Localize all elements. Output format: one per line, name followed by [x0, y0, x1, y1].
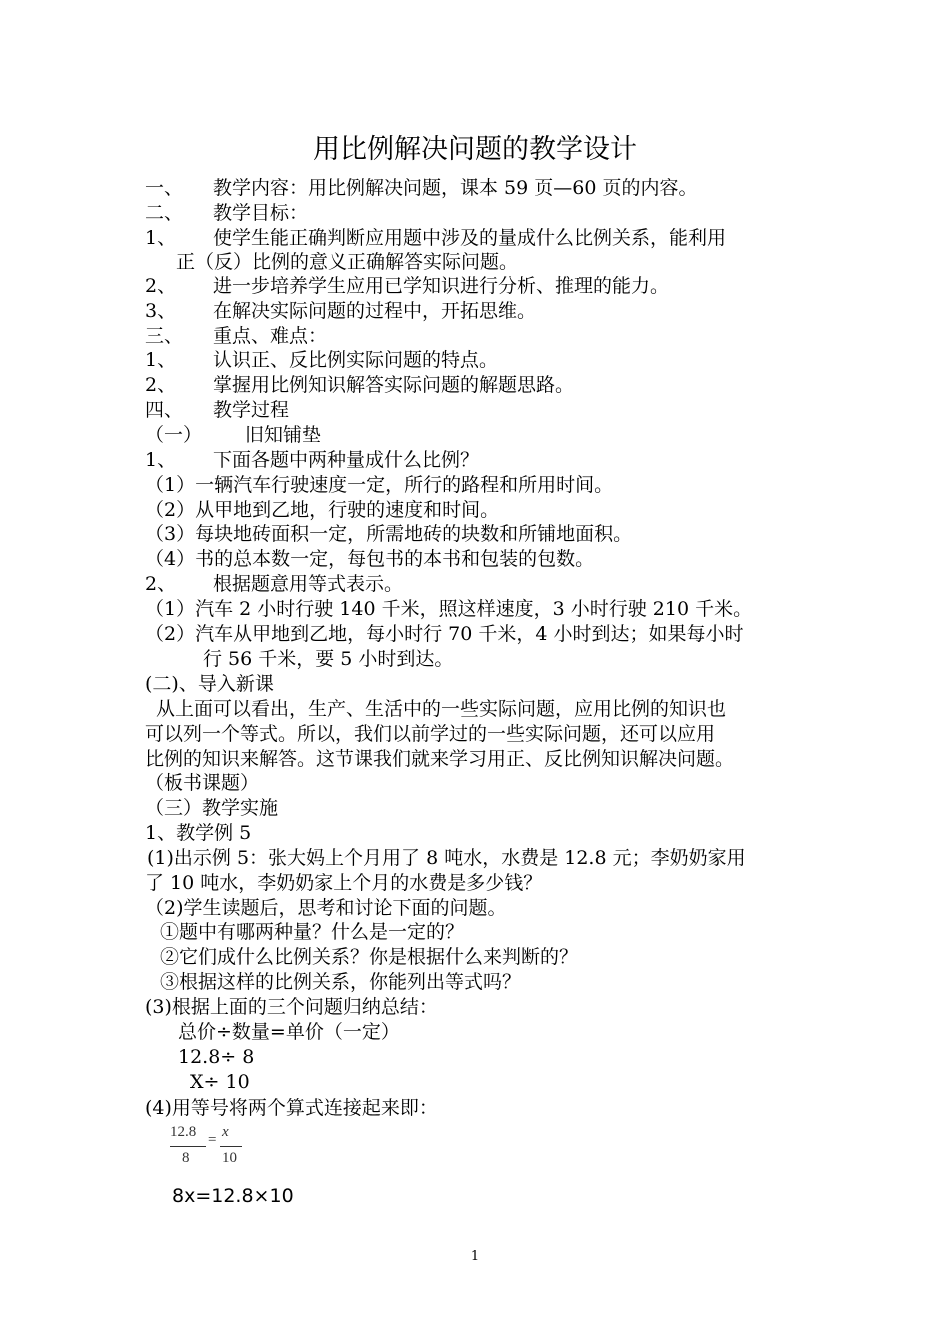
section-number: 四、 — [145, 399, 184, 421]
line-26 — [145, 796, 278, 820]
line-13 — [145, 473, 613, 497]
line-9 — [145, 373, 574, 397]
line-35 — [178, 1020, 400, 1044]
line-28 — [147, 846, 746, 870]
line-text: （4）书的总本数一定，每包书的本书和包装的包数。 — [145, 548, 595, 570]
line-text: 12.8÷ 8 — [178, 1046, 255, 1068]
line-text: 教学过程 — [213, 399, 290, 421]
line-18 — [145, 597, 752, 621]
fraction-left-denominator: 8 — [182, 1150, 190, 1166]
page-number: 1 — [470, 1249, 480, 1264]
line-text: 下面各题中两种量成什么比例？ — [213, 449, 480, 471]
line-7 — [145, 324, 327, 348]
line-text: ③根据这样的比例关系，你能列出等式吗？ — [160, 971, 522, 993]
line-text: (1)出示例 5：张大妈上个月用了 8 吨水，水费是 12.8 元；李奶奶家用 — [147, 847, 746, 869]
line-15 — [145, 522, 632, 546]
fraction-right-denominator: 10 — [222, 1150, 237, 1166]
line-text: 从上面可以看出，生产、生活中的一些实际问题，应用比例的知识也 — [156, 698, 727, 720]
line-14 — [145, 498, 499, 522]
line-23 — [145, 722, 715, 746]
fraction-right-bar — [220, 1146, 242, 1147]
line-33 — [160, 970, 521, 994]
line-12 — [145, 448, 479, 472]
fraction-left-numerator: 12.8 — [170, 1124, 197, 1140]
line-text: ②它们成什么比例关系？你是根据什么来判断的？ — [160, 946, 579, 968]
fraction-left-bar — [170, 1146, 206, 1147]
item-number: 1、 — [145, 449, 177, 471]
item-number: 2、 — [145, 374, 177, 396]
line-30 — [145, 896, 507, 920]
line-17 — [145, 572, 403, 596]
line-31 — [160, 920, 464, 944]
line-19 — [145, 622, 743, 646]
line-text: (4)用等号将两个算式连接起来即： — [145, 1097, 438, 1119]
line-text: 进一步培养学生应用已学知识进行分析、推理的能力。 — [213, 275, 670, 297]
line-text: 比例的知识来解答。这节课我们就来学习用正、反比例知识解决问题。 — [145, 748, 735, 770]
line-text: 根据题意用等式表示。 — [213, 573, 404, 595]
line-text: （2）从甲地到乙地，行驶的速度和时间。 — [145, 499, 500, 521]
line-text: 在解决实际问题的过程中，开拓思维。 — [213, 300, 537, 322]
line-37 — [190, 1070, 250, 1094]
line-10 — [145, 398, 289, 422]
line-21 — [145, 672, 274, 696]
line-text: （3）每块地砖面积一定，所需地砖的块数和所铺地面积。 — [145, 523, 633, 545]
line-34 — [145, 995, 438, 1019]
line-text: 1、教学例 5 — [145, 822, 252, 844]
line-2 — [145, 201, 308, 225]
fraction-right-numerator: x — [222, 1124, 229, 1140]
line-text: 总价÷数量=单价（一定） — [178, 1021, 400, 1043]
line-text: 重点、难点： — [213, 325, 328, 347]
line-6 — [145, 299, 536, 323]
proportion-fraction — [170, 1124, 260, 1170]
line-11 — [145, 423, 321, 447]
item-number: 1、 — [145, 349, 177, 371]
line-25 — [145, 771, 259, 795]
line-text: 可以列一个等式。所以，我们以前学过的一些实际问题，还可以应用 — [145, 723, 716, 745]
line-text: （三）教学实施 — [145, 797, 279, 819]
line-text: X÷ 10 — [190, 1071, 250, 1093]
line-text: （1）一辆汽车行驶速度一定，所行的路程和所用时间。 — [145, 474, 614, 496]
item-number: 2、 — [145, 275, 177, 297]
line-text: 使学生能正确判断应用题中涉及的量成什么比例关系，能利用 — [213, 227, 727, 249]
line-text: （1）汽车 2 小时行驶 140 千米，照这样速度，3 小时行驶 210 千米。 — [145, 598, 753, 620]
line-27 — [145, 821, 251, 845]
item-number: 1、 — [145, 227, 177, 249]
line-text: ①题中有哪两种量？什么是一定的？ — [160, 921, 465, 943]
line-29 — [145, 871, 542, 895]
line-32 — [160, 945, 578, 969]
item-number: 2、 — [145, 573, 177, 595]
line-16 — [145, 547, 594, 571]
line-38 — [145, 1096, 438, 1120]
line-text: 了 10 吨水，李奶奶家上个月的水费是多少钱？ — [145, 872, 543, 894]
section-number: 二、 — [145, 202, 184, 224]
section-number: 三、 — [145, 325, 184, 347]
line-text: （2)学生读题后，思考和讨论下面的问题。 — [145, 897, 507, 919]
line-22 — [156, 697, 726, 721]
line-text: 掌握用比例知识解答实际问题的解题思路。 — [213, 374, 575, 396]
line-text: (3)根据上面的三个问题归纳总结： — [145, 996, 438, 1018]
line-text: 旧知铺垫 — [245, 424, 322, 446]
page-title: 用比例解决问题的教学设计 — [313, 134, 637, 165]
line-text: (二)、导入新课 — [145, 673, 274, 695]
section-number: 一、 — [145, 177, 184, 199]
line-text: （板书课题） — [145, 772, 260, 794]
line-text: 教学目标： — [213, 202, 309, 224]
line-text: 教学内容：用比例解决问题，课本 59 页—60 页的内容。 — [213, 177, 698, 199]
line-text: （2）汽车从甲地到乙地，每小时行 70 千米，4 小时到达；如果每小时 — [145, 623, 744, 645]
fraction-equals: = — [208, 1132, 217, 1148]
item-number: 3、 — [145, 300, 177, 322]
subsection-number: （一） — [145, 424, 203, 446]
line-text: 行 56 千米，要 5 小时到达。 — [203, 648, 454, 670]
line-1 — [145, 176, 697, 200]
line-36 — [178, 1045, 254, 1069]
line-3 — [145, 226, 726, 250]
line-8 — [145, 348, 498, 372]
line-text: 正（反）比例的意义正确解答实际问题。 — [176, 251, 519, 273]
line-4 — [176, 250, 518, 274]
final-equation: 8x=12.8×10 — [172, 1185, 294, 1207]
line-5 — [145, 274, 669, 298]
line-24 — [145, 747, 734, 771]
line-text: 认识正、反比例实际问题的特点。 — [213, 349, 499, 371]
line-20 — [203, 647, 453, 671]
